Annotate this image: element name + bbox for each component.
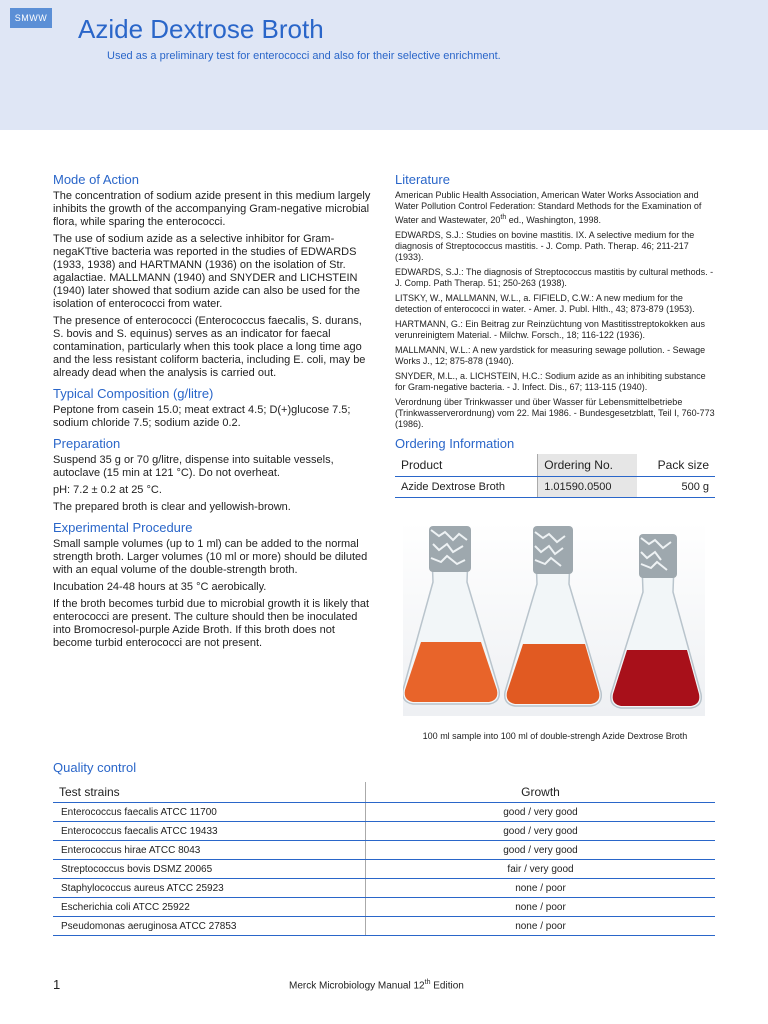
ordering-col-pack: Pack size — [637, 454, 715, 477]
mode-of-action-heading: Mode of Action — [53, 172, 139, 187]
footer-edition: Edition — [430, 980, 464, 992]
qc-header-row — [53, 782, 715, 803]
literature-entry: MALLMANN, W.L.: A new yardstick for measuring sewage pollution. - Sewage Works J., 12; 875-878 (1940). — [395, 345, 706, 366]
mode-of-action-paragraph: The use of sodium azide as a selective inhibitor for Gram-negaKTtive bacteria was reported in the studies of EDWARDS (1933, 1938) and HARTMANN (1936) on the isolation of Str. agalactiae. MALLMANN (1940) and SNYDER and LICHSTEIN (1940) later showed that sodium azide can also be used for the isolation of enterococci from water. — [53, 233, 360, 310]
table-row — [53, 841, 715, 860]
table-row — [53, 822, 715, 841]
page-title: Azide Dextrose Broth — [78, 14, 324, 44]
preparation-paragraph: The prepared broth is clear and yellowish-brown. — [53, 501, 291, 513]
qc-growth: none / poor — [366, 879, 716, 898]
qc-strain: Pseudomonas aeruginosa ATCC 27853 — [53, 917, 366, 936]
qc-growth: good / very good — [366, 841, 716, 860]
qc-growth: good / very good — [366, 803, 716, 822]
ordering-header-row — [395, 454, 715, 477]
procedure-paragraph: If the broth becomes turbid due to microbial growth it is likely that enterococci are present. The culture should then be inoculated into Bromocresol-purple Azide Broth. If this broth does not become turbid enterococci are not present. — [53, 598, 370, 649]
table-row — [53, 803, 715, 822]
literature-entry: EDWARDS, S.J.: Studies on bovine mastitis. IX. A selective medium for the diagnosis of Streptococcus mastitis. - J. Comp. Path. Therap. 46; 211-217 (1933). — [395, 230, 695, 262]
flask-2-liquid — [507, 644, 600, 704]
smww-badge: SMWW — [10, 8, 52, 28]
literature-heading: Literature — [395, 172, 450, 187]
table-row — [53, 917, 715, 936]
literature-entry: EDWARDS, S.J.: The diagnosis of Streptococcus mastitis by cultural methods. - J. Comp. Path Therap. 51; 250-263 (1938). — [395, 267, 714, 288]
quality-control-table — [53, 782, 715, 936]
composition-text: Peptone from casein 15.0; meat extract 4.5; D(+)glucose 7.5; sodium chloride 7.5; sodium azide 0.2. — [53, 404, 351, 429]
literature-entry: Verordnung über Trinkwasser und über Wasser für Lebensmittelbetriebe (Trinkwasserverordnung) vom 22. Mai 1986. - Bundesgesetzblatt, Teil I, 760-773 (1986). — [395, 397, 715, 429]
ordering-heading: Ordering Information — [395, 436, 515, 451]
left-column — [53, 172, 373, 654]
procedure-section — [53, 520, 373, 650]
photo-caption: 100 ml sample into 100 ml of double-strengh Azide Dextrose Broth — [422, 731, 688, 741]
flask-3-liquid — [613, 650, 700, 706]
table-row — [53, 860, 715, 879]
ordering-number: 1.01590.0500 — [538, 477, 638, 498]
flask-1-liquid — [405, 642, 498, 702]
qc-strain: Enterococcus hirae ATCC 8043 — [53, 841, 366, 860]
procedure-paragraph: Small sample volumes (up to 1 ml) can be added to the normal strength broth. Larger volumes (10 ml or more) should be diluted with an equal volume of the double-strength broth. — [53, 538, 368, 576]
procedure-paragraph: Incubation 24-48 hours at 35 °C aerobically. — [53, 581, 267, 593]
table-row — [53, 898, 715, 917]
footer-edition-sup: th — [424, 979, 431, 986]
composition-section — [53, 386, 373, 430]
procedure-heading: Experimental Procedure — [53, 520, 193, 535]
qc-col-growth: Growth — [366, 782, 716, 803]
footer-manual-title: Merck Microbiology Manual 12 — [289, 980, 425, 992]
literature-entry: American Public Health Association, American Water Works Association and Water Pollution Control Federation: Standard Methods for the Examination of Water and Wastewater, 20th ed., Washington, 1998. — [395, 190, 702, 225]
mode-of-action-paragraph: The concentration of sodium azide present in this medium largely inhibits the growth of the accompanying Gram-negative microbial flora, while sparing the enterococci. — [53, 190, 371, 228]
qc-growth: none / poor — [366, 917, 716, 936]
ordering-section — [395, 436, 717, 498]
ordering-product: Azide Dextrose Broth — [395, 477, 538, 498]
footer-text — [289, 979, 464, 991]
qc-growth: none / poor — [366, 898, 716, 917]
qc-growth: fair / very good — [366, 860, 716, 879]
mode-of-action-paragraph: The presence of enterococci (Enterococcus faecalis, S. durans, S. bovis and S. equinus) serves as an indicator for faecal contamination, particularly when this took place a long time ago and the less resistant coliform bacteria, including E. coli, may be already dead when the analysis is carried out. — [53, 315, 366, 379]
table-row — [395, 477, 715, 498]
preparation-paragraph: pH: 7.2 ± 0.2 at 25 °C. — [53, 484, 162, 496]
qc-growth: good / very good — [366, 822, 716, 841]
qc-col-strains: Test strains — [53, 782, 366, 803]
ordering-col-number: Ordering No. — [538, 454, 638, 477]
preparation-section — [53, 436, 373, 514]
ordering-col-product: Product — [395, 454, 538, 477]
right-column — [395, 172, 717, 498]
preparation-paragraph: Suspend 35 g or 70 g/litre, dispense into suitable vessels, autoclave (15 min at 121 °C). Do not overheat. — [53, 454, 334, 479]
ordering-table — [395, 454, 715, 498]
qc-strain: Streptococcus bovis DSMZ 20065 — [53, 860, 366, 879]
flasks-photo — [403, 522, 705, 716]
literature-entry: LITSKY, W., MALLMANN, W.L., a. FIFIELD, C.W.: A new medium for the detection of enterococci in water. - Amer. J. Publ. Hlth., 43; 873-879 (1953). — [395, 293, 695, 314]
table-row — [53, 879, 715, 898]
ordering-pack-size: 500 g — [637, 477, 715, 498]
qc-strain: Enterococcus faecalis ATCC 19433 — [53, 822, 366, 841]
composition-heading: Typical Composition (g/litre) — [53, 386, 214, 401]
page-number: 1 — [53, 977, 61, 992]
qc-strain: Staphylococcus aureus ATCC 25923 — [53, 879, 366, 898]
page-subtitle: Used as a preliminary test for enterococci and also for their selective enrichment. — [107, 50, 501, 62]
literature-entry: HARTMANN, G.: Ein Beitrag zur Reinzüchtung von Mastitisstreptokokken aus verunreinigtem Material. - Milchw. Forsch., 18; 116-122 (1936). — [395, 319, 705, 340]
qc-strain: Escherichia coli ATCC 25922 — [53, 898, 366, 917]
header-band — [0, 0, 768, 130]
qc-strain: Enterococcus faecalis ATCC 11700 — [53, 803, 366, 822]
flasks-illustration — [403, 522, 705, 716]
literature-entry: SNYDER, M.L., a. LICHSTEIN, H.C.: Sodium azide as an inhibiting substance for Gram-negative bacteria. - J. Infect. Dis., 67; 113-115 (1940). — [395, 371, 706, 392]
preparation-heading: Preparation — [53, 436, 121, 451]
quality-control-heading: Quality control — [53, 760, 137, 775]
